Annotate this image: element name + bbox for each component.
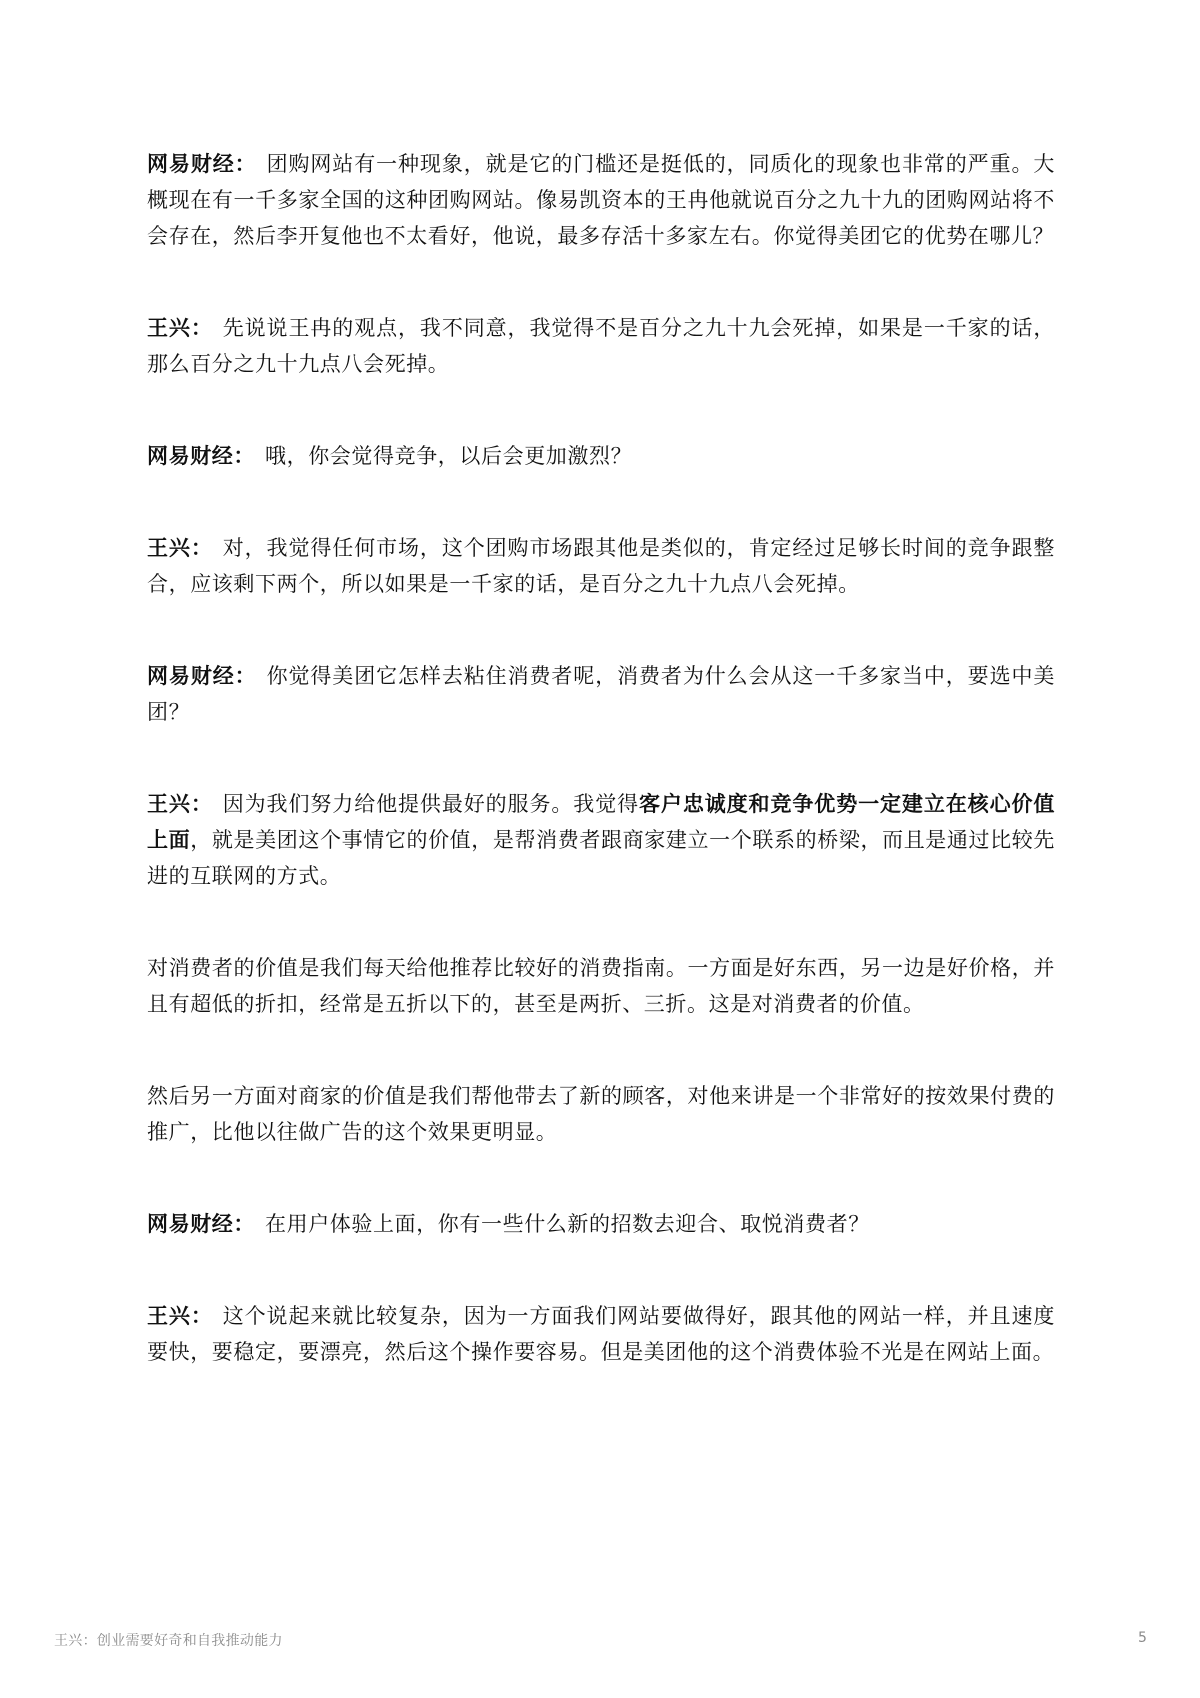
paragraph-5: [147, 658, 1055, 730]
paragraph-text: 团购网站有一种现象，就是它的门槛还是挺低的，同质化的现象也非常的严重。大概现在有一千多家全国的这种团购网站。像易凯资本的王冉他就说百分之九十九的团购网站将不会存在，然后李开复他也不太看好，他说，最多存活十多家左右。你觉得美团它的优势在哪儿？: [147, 152, 1056, 248]
paragraph-9: [147, 1206, 1055, 1242]
speaker-label: 王兴：: [147, 316, 213, 340]
highlight-text: 客户忠诚度和竞争优势一定建立在核心价值上面: [147, 792, 1055, 852]
page-number: 5: [1138, 1630, 1147, 1646]
paragraph-4: [147, 530, 1055, 602]
paragraph-text-after: ，就是美团这个事情它的价值，是帮消费者跟商家建立一个联系的桥梁，而且是通过比较先进的互联网的方式。: [147, 828, 1056, 888]
paragraph-text-before: 因为我们努力给他提供最好的服务。我觉得: [222, 792, 640, 816]
speaker-label: 网易财经：: [147, 664, 257, 688]
paragraph-text: 哦，你会觉得竞争，以后会更加激烈？: [265, 444, 633, 468]
footer-title: 王兴：创业需要好奇和自我推动能力: [54, 1633, 283, 1649]
paragraph-1: [147, 146, 1055, 254]
paragraph-2: [147, 310, 1055, 382]
paragraph-text: 先说说王冉的观点，我不同意，我觉得不是百分之九十九会死掉，如果是一千家的话，那么百分之九十九点八会死掉。: [147, 316, 1055, 376]
paragraph-10: [147, 1298, 1055, 1370]
paragraph-3: [147, 438, 1055, 474]
paragraph-text: 在用户体验上面，你有一些什么新的招数去迎合、取悦消费者？: [265, 1212, 870, 1236]
paragraph-8: [147, 1078, 1055, 1150]
speaker-label: 王兴：: [147, 1304, 213, 1328]
paragraph-text: 你觉得美团它怎样去粘住消费者呢，消费者为什么会从这一千多家当中，要选中美团？: [147, 664, 1056, 724]
interview-content: [147, 146, 1055, 1370]
paragraph-7: [147, 950, 1055, 1022]
paragraph-text: 这个说起来就比较复杂，因为一方面我们网站要做得好，跟其他的网站一样，并且速度要快，要稳定，要漂亮，然后这个操作要容易。但是美团他的这个消费体验不光是在网站上面。: [147, 1304, 1055, 1364]
speaker-label: 王兴：: [147, 536, 213, 560]
paragraph-text: 然后另一方面对商家的价值是我们帮他带去了新的顾客，对他来讲是一个非常好的按效果付费的推广，比他以往做广告的这个效果更明显。: [147, 1084, 1055, 1144]
paragraph-6: [147, 786, 1055, 894]
paragraph-text: 对消费者的价值是我们每天给他推荐比较好的消费指南。一方面是好东西，另一边是好价格，并且有超低的折扣，经常是五折以下的，甚至是两折、三折。这是对消费者的价值。: [147, 956, 1055, 1016]
speaker-label: 网易财经：: [147, 152, 257, 176]
speaker-label: 网易财经：: [147, 444, 255, 468]
paragraph-text: 对，我觉得任何市场，这个团购市场跟其他是类似的，肯定经过足够长时间的竞争跟整合，应该剩下两个，所以如果是一千家的话，是百分之九十九点八会死掉。: [147, 536, 1055, 596]
speaker-label: 王兴：: [147, 792, 213, 816]
speaker-label: 网易财经：: [147, 1212, 255, 1236]
